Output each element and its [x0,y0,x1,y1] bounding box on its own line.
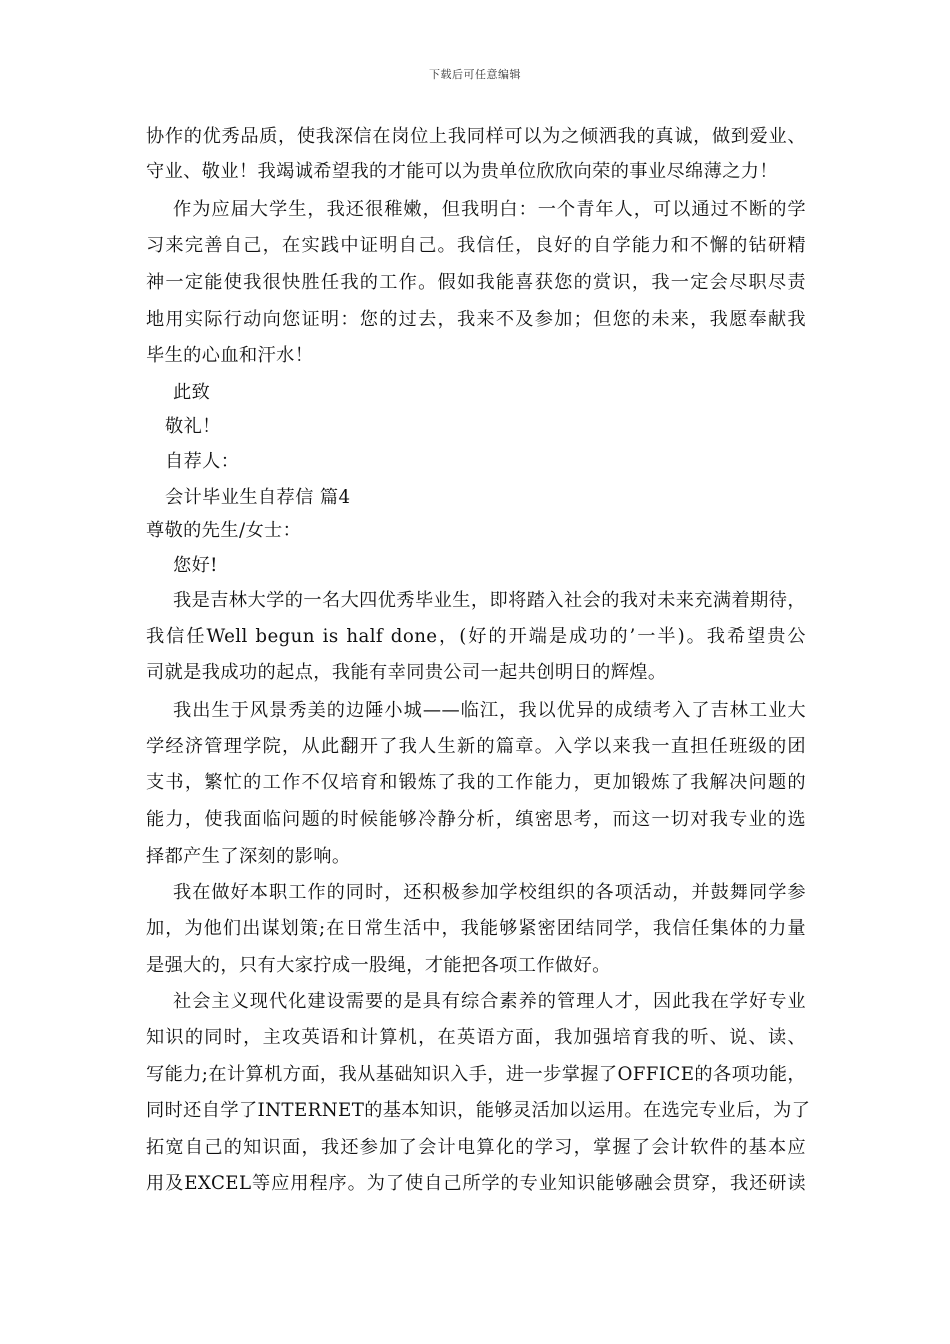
body-line: 神一定能使我很快胜任我的工作。假如我能喜获您的赏识，我一定会尽职尽责 [146,272,806,293]
body-line: 知识的同时，主攻英语和计算机，在英语方面，我加强培育我的听、说、读、 [146,1027,806,1048]
body-line: 司就是我成功的起点，我能有幸同贵公司一起共创明日的辉煌。 [146,662,667,683]
greeting-recipient: 尊敬的先生/女士： [146,520,302,541]
body-line: 能力，使我面临问题的时候能够冷静分析，缜密思考，而这一切对我专业的选 [146,809,806,830]
body-line: 作为应届大学生，我还很稚嫩，但我明白：一个青年人，可以通过不断的学 [173,199,806,220]
body-line: 习来完善自己，在实践中证明自己。我信任，良好的自学能力和不懈的钻研精 [146,235,806,256]
body-line: 我信任Well begun is half done，(好的开端是成功的’一半)。我希望贵公 [146,626,806,647]
body-line: 学经济管理学院，从此翻开了我人生新的篇章。入学以来我一直担任班级的团 [146,736,806,757]
body-line: 毕生的心血和汗水！ [146,345,314,366]
body-line: 我是吉林大学的一名大四优秀毕业生，即将踏入社会的我对未来充满着期待， [173,590,806,611]
page-header-note: 下载后可任意编辑 [429,68,521,81]
body-line: 是强大的，只有大家拧成一股绳，才能把各项工作做好。 [146,955,611,976]
signature-label: 自荐人： [165,451,240,472]
body-line: 支书，繁忙的工作不仅培育和锻炼了我的工作能力，更加锻炼了我解决问题的 [146,772,806,793]
body-line: 我出生于风景秀美的边陲小城——临江，我以优异的成绩考入了吉林工业大 [173,700,806,721]
body-line: 写能力;在计算机方面，我从基础知识入手，进一步掌握了OFFICE的各项功能， [146,1064,806,1085]
body-line: 用及EXCEL等应用程序。为了使自己所学的专业知识能够融会贯穿，我还研读 [146,1173,806,1194]
closing-regards: 敬礼！ [165,416,221,437]
closing-salutation: 此致 [173,382,211,403]
body-line: 拓宽自己的知识面，我还参加了会计电算化的学习，掌握了会计软件的基本应 [146,1137,806,1158]
section-title: 会计毕业生自荐信 篇4 [165,487,351,508]
body-line: 协作的优秀品质，使我深信在岗位上我同样可以为之倾洒我的真诚，做到爱业、 [146,126,806,147]
greeting: 您好! [173,555,218,576]
body-line: 加，为他们出谋划策;在日常生活中，我能够紧密团结同学，我信任集体的力量 [146,918,806,939]
body-line: 地用实际行动向您证明：您的过去，我来不及参加；但您的未来，我愿奉献我 [146,309,806,330]
body-line: 我在做好本职工作的同时，还积极参加学校组织的各项活动，并鼓舞同学参 [173,882,806,903]
body-line: 同时还自学了INTERNET的基本知识，能够灵活加以运用。在选完专业后，为了 [146,1100,811,1121]
body-line: 守业、敬业！我竭诚希望我的才能可以为贵单位欣欣向荣的事业尽绵薄之力！ [146,161,778,182]
body-line: 择都产生了深刻的影响。 [146,846,351,867]
body-line: 社会主义现代化建设需要的是具有综合素养的管理人才，因此我在学好专业 [173,991,806,1012]
